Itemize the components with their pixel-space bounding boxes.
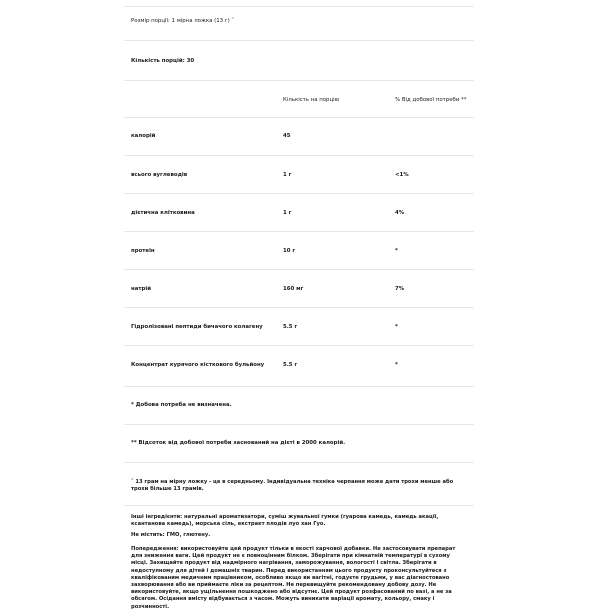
footnote-scoop: ˆ 13 грам на мірну ложку - це в середньому. Індивідуальна техніка черпання може дати трохи менше або трохи більше 13 грамів. <box>131 479 454 493</box>
divider <box>124 345 474 346</box>
row-carbs-dv: <1% <box>395 172 409 178</box>
row-fiber-name: дієтична клітковина <box>131 210 195 216</box>
column-header-daily-value: % Від добової потреби ** <box>395 97 467 103</box>
divider <box>124 155 474 156</box>
divider <box>124 505 474 506</box>
divider <box>124 117 474 118</box>
row-sodium-amount: 160 мг <box>283 286 304 292</box>
row-carbs-name: всього вуглеводів <box>131 172 188 178</box>
divider <box>124 80 474 81</box>
row-collagen-amount: 5.5 г <box>283 324 298 330</box>
row-protein-amount: 10 г <box>283 248 296 254</box>
nutrition-facts-frame <box>124 0 474 610</box>
row-carbs-amount: 1 г <box>283 172 292 178</box>
footnote-based-on: ** Відсоток від добової потреби заснований на дієті в 2000 калорій. <box>131 440 346 446</box>
row-calories-name: калорій <box>131 133 156 139</box>
servings-count: Кількість порцій: 30 <box>131 58 195 64</box>
column-header-per-serving: Кількість на порцію <box>283 97 340 103</box>
row-calories-amount: 45 <box>283 133 291 139</box>
divider <box>124 193 474 194</box>
row-protein-name: протеїн <box>131 248 155 254</box>
divider <box>124 424 474 425</box>
divider <box>124 462 474 463</box>
divider <box>124 307 474 308</box>
row-bone-broth-dv: * <box>395 362 398 368</box>
row-bone-broth-name: Концентрат курячого кісткового бульйону <box>131 362 265 368</box>
free-from: Не містить: ГМО, глютену. <box>131 532 211 538</box>
divider <box>124 40 474 41</box>
row-fiber-amount: 1 г <box>283 210 292 216</box>
divider <box>124 231 474 232</box>
divider <box>124 269 474 270</box>
row-sodium-dv: 7% <box>395 286 405 292</box>
other-ingredients: Інші інгредієнти: натуральні ароматизатори, суміш жувальної гумки (гуарова камедь, камедь акації, ксантанова камедь), морська сіль, екстракт плодів луо хан Гуо. <box>131 514 439 528</box>
divider <box>124 386 474 387</box>
serving-size: Розмір порції: 1 мірна ложка (13 г) ˆ <box>131 18 235 24</box>
footnote-not-established: * Добова потреба не визначена. <box>131 402 232 408</box>
row-bone-broth-amount: 5.5 г <box>283 362 298 368</box>
row-collagen-name: Гідролізовані пептиди бичачого колагену <box>131 324 263 330</box>
row-collagen-dv: * <box>395 324 398 330</box>
row-fiber-dv: 4% <box>395 210 405 216</box>
divider <box>124 6 474 7</box>
row-protein-dv: * <box>395 248 398 254</box>
row-sodium-name: натрій <box>131 286 151 292</box>
warning-text: Попередження: використовуйте цей продукт тільки в якості харчової добавки. Не застосовувати препарат для зниження ваги. Цей продукт не є повноцінним білком. Зберігати при кімнатній температурі в сухому місці. Захищайте продукт від надмірного нагрівання, заморожування, вологості і світла. Зберігати в недоступному для дітей і домашніх тварин. Перед використанням цього продукту проконсультуйтеся з кваліфікованим медичним працівником, особливо якщо ви вагітні, годуєте грудьми, у вас діагностовано захворювання або ви приймаєте ліки за рецептом. Не перевищуйте рекомендовану добову дозу. Не використовуйте, якщо ущільнення пошкоджено або відсутнє. Цей продукт розфасований по вазі, а не за обсягом. Осідання вмісту відбувається з часом. Можуть виникати варіації аромату, кольору, смаку і розчинності. <box>131 546 456 610</box>
